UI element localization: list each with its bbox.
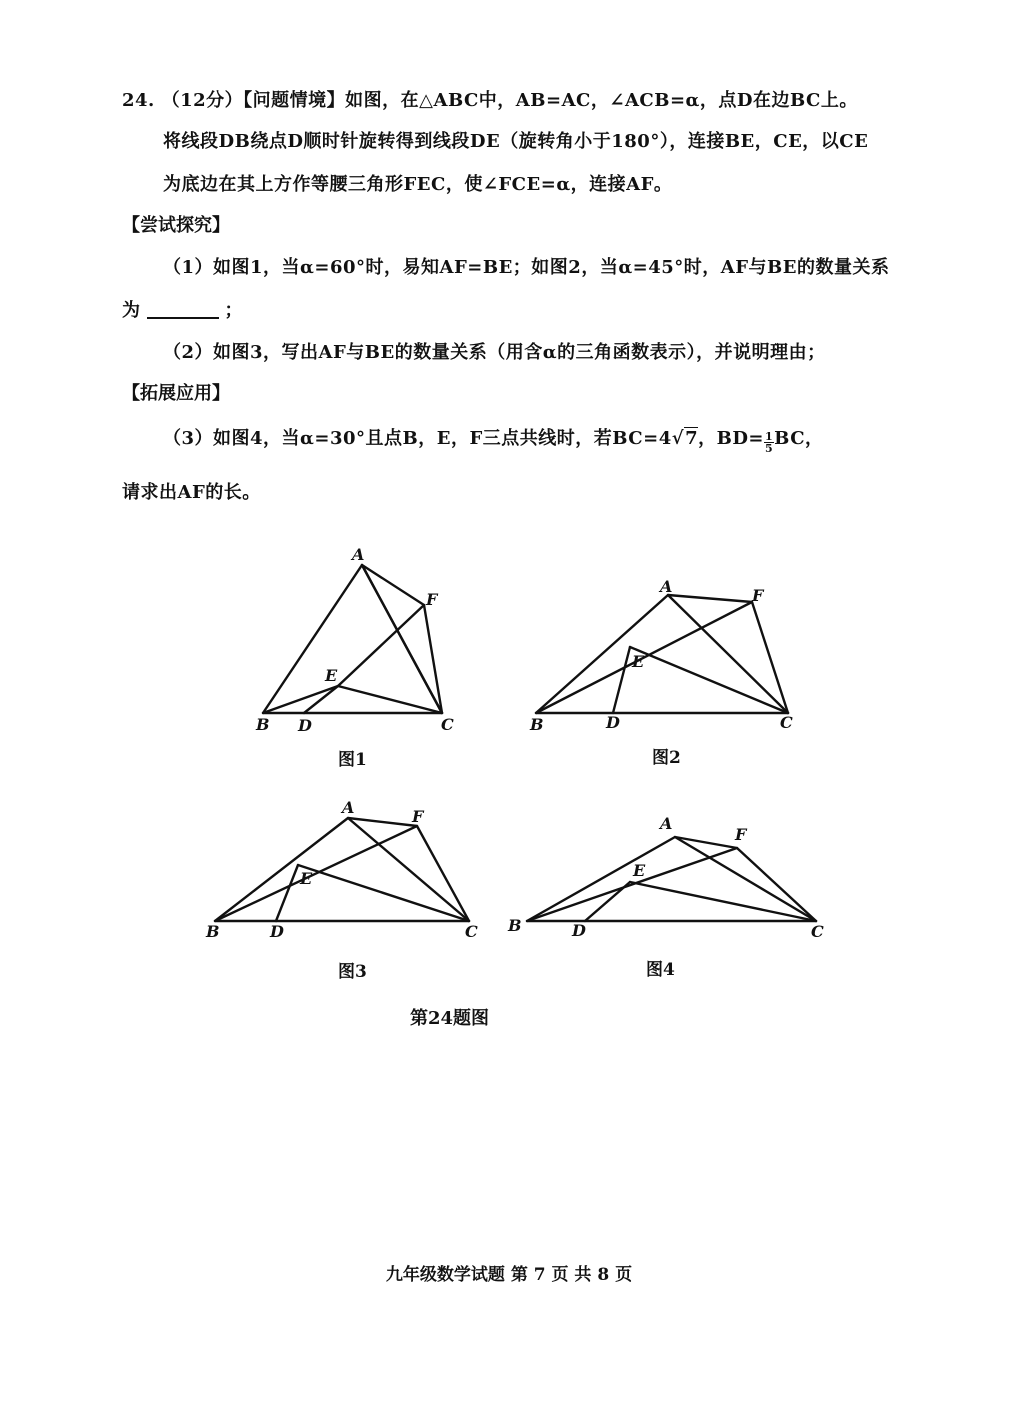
fig1-label-e: E [325, 666, 338, 685]
fig3-label-c: C [465, 922, 478, 941]
fig2-label-e: E [632, 652, 645, 671]
fig1-label-c: C [441, 715, 454, 734]
part3-text-c: BC， [774, 428, 824, 449]
fig4-label-c: C [811, 922, 824, 941]
part1-prefix: 为 [122, 300, 141, 321]
fig1-label-b: B [256, 715, 270, 734]
sqrt-sign: √ [671, 428, 685, 449]
fig3-caption: 图3 [338, 962, 367, 982]
fig4-label-b: B [508, 916, 522, 935]
section-extend-apply: 【拓展应用】 [122, 383, 230, 404]
fig3-label-d: D [270, 922, 284, 941]
fig2-label-f: F [752, 586, 764, 605]
part3-text-b: ，BD= [698, 428, 765, 449]
fig4-label-e: E [633, 861, 646, 880]
fig2-label-a: A [660, 577, 673, 596]
fraction-denominator: 5 [765, 442, 774, 455]
part3-text-a: （3）如图4，当α=30°且点B，E，F三点共线时，若BC=4 [163, 428, 672, 449]
part1-text: （1）如图1，当α=60°时，易知AF=BE；如图2，当α=45°时，AF与BE的数量关系 [163, 257, 890, 278]
question-line-2: 将线段DB绕点D顺时针旋转得到线段DE（旋转角小于180°），连接BE，CE，以CE [163, 131, 869, 152]
fraction-numerator: 1 [765, 430, 774, 443]
fig2-label-c: C [780, 713, 793, 732]
fig1-caption: 图1 [338, 750, 367, 770]
part3-line-2: 请求出AF的长。 [122, 482, 261, 503]
fig3-label-f: F [412, 807, 424, 826]
sqrt-value: 7 [685, 428, 699, 449]
fig2-label-b: B [530, 715, 544, 734]
figure-3-diagram [215, 818, 469, 921]
figure-title: 第24题图 [410, 1008, 490, 1029]
question-line-1: 24. （12分）【问题情境】如图，在△ABC中，AB=AC，∠ACB=α，点D在边BC上。 [122, 90, 858, 111]
fig4-label-a: A [660, 814, 673, 833]
figure-4-diagram [527, 837, 816, 921]
fig2-label-d: D [606, 713, 620, 732]
fig2-caption: 图2 [652, 748, 681, 768]
question-line-3: 为底边在其上方作等腰三角形FEC，使∠FCE=α，连接AF。 [163, 174, 673, 195]
fig1-label-f: F [426, 590, 438, 609]
page-footer: 九年级数学试题 第 7 页 共 8 页 [385, 1265, 633, 1285]
part1-suffix: ； [224, 300, 243, 321]
fig3-label-b: B [206, 922, 220, 941]
fig4-label-d: D [572, 921, 586, 940]
section-try-explore: 【尝试探究】 [122, 215, 230, 236]
fig4-caption: 图4 [646, 960, 675, 980]
fig4-label-f: F [735, 825, 747, 844]
part2-text: （2）如图3，写出AF与BE的数量关系（用含α的三角函数表示），并说明理由； [163, 342, 826, 363]
fig1-label-a: A [352, 545, 365, 564]
figure-2-diagram [536, 595, 788, 713]
fig3-label-e: E [300, 869, 313, 888]
fig1-label-d: D [298, 716, 312, 735]
fig3-label-a: A [342, 798, 355, 817]
figure-1-diagram [263, 565, 442, 713]
